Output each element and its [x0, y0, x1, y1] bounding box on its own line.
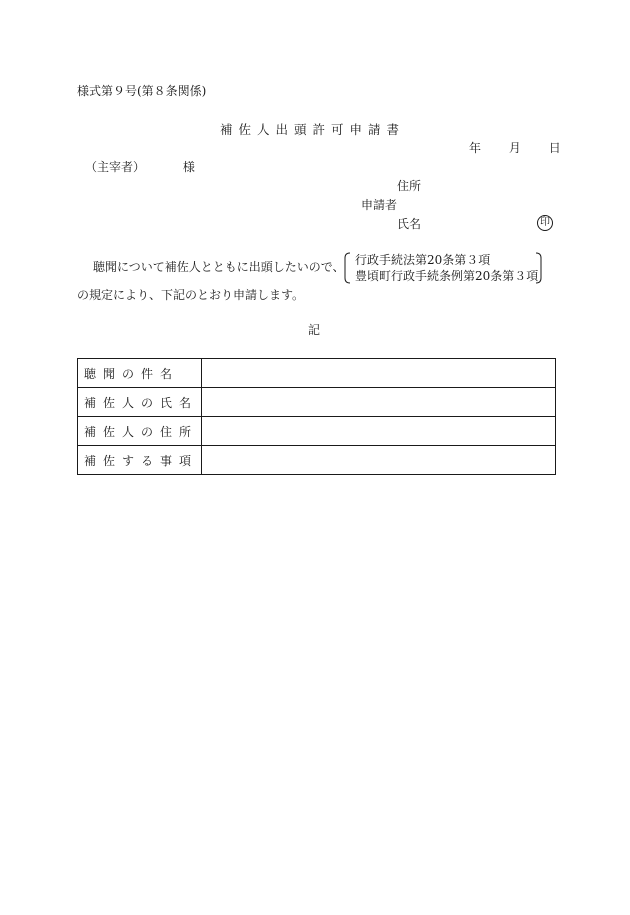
body-text-line1: 聴聞について補佐人とともに出頭したいので、	[93, 260, 345, 274]
addressee	[85, 161, 195, 173]
form-number: 様式第９号(第８条関係)	[77, 84, 207, 98]
ki-heading: 記	[308, 323, 321, 337]
date-year-label: 年	[469, 141, 482, 155]
date-month-label: 月	[508, 141, 521, 155]
address-label: 住所	[397, 179, 422, 193]
row-label-assist-matters: 補佐する事項	[78, 446, 202, 475]
row-value-assistant-address[interactable]	[202, 417, 556, 446]
details-table	[77, 358, 556, 475]
date-row	[469, 142, 561, 154]
name-label: 氏名	[397, 217, 422, 231]
table-row	[78, 417, 556, 446]
row-value-assistant-name[interactable]	[202, 388, 556, 417]
row-label-hearing-subject: 聴聞の件名	[78, 359, 202, 388]
addressee-honorific: 様	[182, 160, 195, 174]
seal-mark: 印	[537, 215, 553, 231]
row-label-assistant-name: 補佐人の氏名	[78, 388, 202, 417]
statute-option-1: 行政手続法第20条第３項	[355, 253, 491, 267]
document-title: 補佐人出頭許可申請書	[220, 122, 406, 137]
body-text-line2: の規定により、下記のとおり申請します。	[77, 288, 305, 302]
row-value-hearing-subject[interactable]	[202, 359, 556, 388]
row-label-assistant-address: 補佐人の住所	[78, 417, 202, 446]
statute-option-2: 豊頃町行政手続条例第20条第３項	[355, 269, 539, 283]
table-row	[78, 446, 556, 475]
table-row	[78, 388, 556, 417]
addressee-label: （主宰者）	[85, 160, 146, 174]
table-row	[78, 359, 556, 388]
applicant-label: 申請者	[361, 198, 398, 212]
date-day-label: 日	[548, 141, 561, 155]
row-value-assist-matters[interactable]	[202, 446, 556, 475]
